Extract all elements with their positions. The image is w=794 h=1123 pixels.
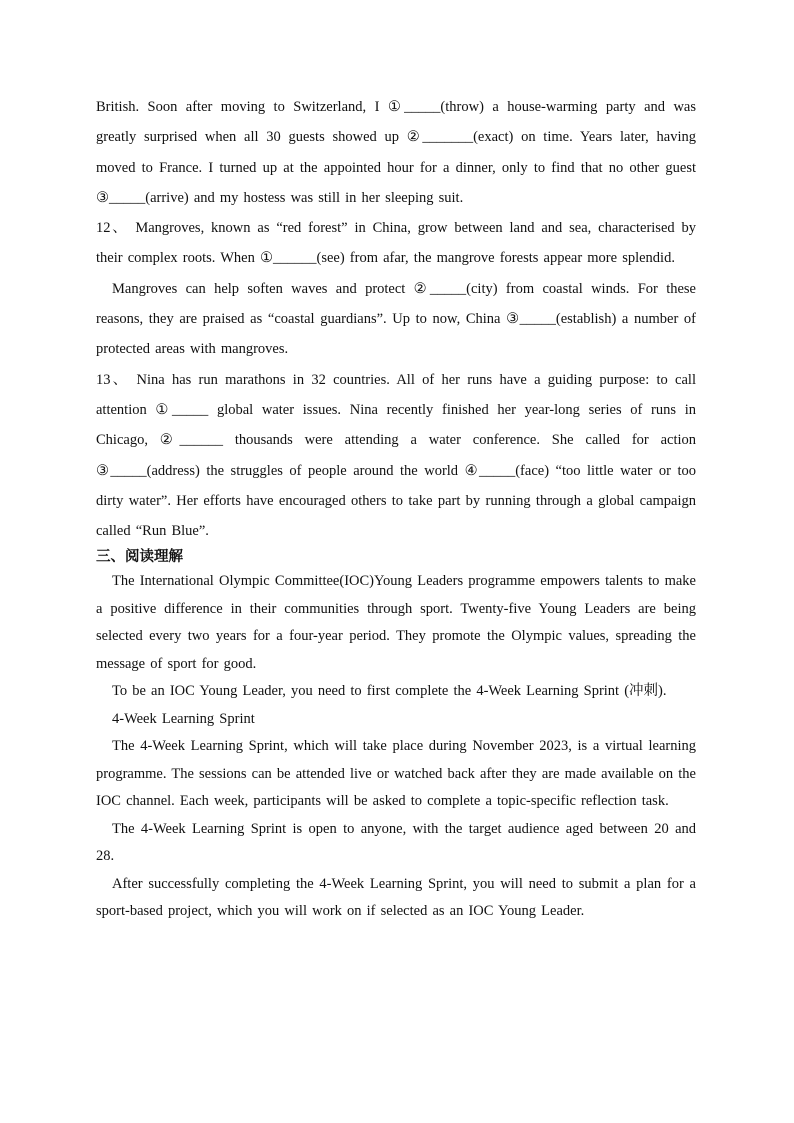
reading-paragraph-5: After successfully completing the 4-Week Learning Sprint, you will need to submit a plan for a sport-based project, which you will work on if selected as an IOC Young Leader. bbox=[96, 875, 696, 920]
reading-paragraph-2: To be an IOC Young Leader, you need to first complete the 4-Week Learning Sprint (冲刺). bbox=[112, 683, 667, 700]
reading-paragraph-1: The International Olympic Committee(IOC)Young Leaders programme empowers talents to make a positive difference in their communities through sport. Twenty-five Young Leaders are being selected every two years for a four-year period. They promote the Olympic values, spreading the message of sport for good. bbox=[96, 573, 696, 672]
passage-11-paragraph: British. Soon after moving to Switzerland, I ①_____(throw) a house-warming party and was greatly surprised when all 30 guests showed up ②_______(exact) on time. Years later, having moved to France. I turned up at the appointed hour for a dinner, only to find that no other guest ③_____(arrive) and my hostess was still in her sleeping suit. bbox=[96, 99, 696, 206]
reading-paragraph-3: The 4-Week Learning Sprint, which will take place during November 2023, is a virtual learning programme. The sessions can be attended live or watched back after they are made available on the IOC channel. Each week, participants will be asked to complete a topic-specific reflection task. bbox=[96, 738, 696, 810]
reading-paragraph-4: The 4-Week Learning Sprint is open to anyone, with the target audience aged between 20 and 28. bbox=[96, 820, 696, 865]
passage-13-paragraph: 13、 Nina has run marathons in 32 countries. All of her runs have a guiding purpose: to call attention ①_____ global water issues. Nina recently finished her year-long series of runs in Chicago, ②______ thousands were attending a water conference. She called for action ③_____(address) the struggles of people around the world ④_____(face) “too little water or too dirty water”. Her efforts have encouraged others to take part by running through a global campaign called “Run Blue”. bbox=[96, 371, 696, 540]
document-page bbox=[96, 92, 696, 926]
section-heading: 三、阅读理解 bbox=[96, 549, 183, 566]
reading-subheading: 4-Week Learning Sprint bbox=[112, 710, 255, 727]
passage-12-paragraph-1: 12、 Mangroves, known as “red forest” in China, grow between land and sea, characterised by their complex roots. When ①______(see) from afar, the mangrove forests appear more splendid. bbox=[96, 220, 696, 267]
passage-12-paragraph-2: Mangroves can help soften waves and protect ②_____(city) from coastal winds. For these reasons, they are praised as “coastal guardians”. Up to now, China ③_____(establish) a number of protected areas with mangroves. bbox=[96, 280, 696, 358]
